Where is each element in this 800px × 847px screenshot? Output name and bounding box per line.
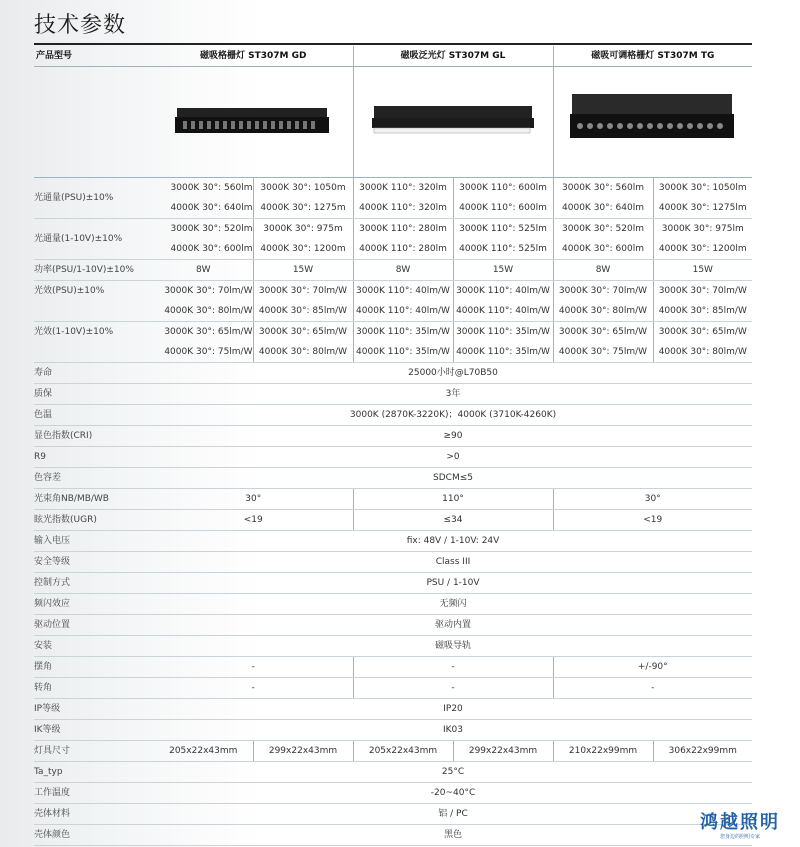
table-row: 4000K 30°: 80lm/W 4000K 30°: 85lm/W 4000K 110°: 40lm/W 4000K 110°: 40lm/W 4000K 30°: 80lm/W 4000K 30°: 85lm/W [34, 301, 752, 322]
product-header-tg: 磁吸可调格栅灯 ST307M TG [553, 46, 752, 67]
table-row: IK等级 IK03 [34, 720, 752, 741]
table-row: 工作温度 -20~40°C [34, 783, 752, 804]
table-row: 壳体材料 铝 / PC [34, 804, 752, 825]
page-title: 技术参数 [34, 13, 127, 38]
header-row [34, 46, 752, 67]
table-row: 寿命 25000小时@L70B50 [34, 363, 752, 384]
table-row: 色容差 SDCM≤5 [34, 468, 752, 489]
table-row: 色温 3000K (2870K-3220K)；4000K (3710K-4260K) [34, 405, 752, 426]
table-row: 频闪效应 无频闪 [34, 594, 752, 615]
title-underline [34, 43, 752, 45]
table-row: 光通量(1-10V)±10% 3000K 30°: 520lm 3000K 30°: 975m 3000K 110°: 280lm 3000K 110°: 525lm 3000K 30°: 520lm 3000K 30°: 975lm [34, 219, 752, 240]
product-image-gd [154, 67, 353, 178]
table-row: 摆角 - - +/-90° [34, 657, 752, 678]
table-row: Ta_typ 25°C [34, 762, 752, 783]
table-row: 光束角NB/MB/WB 30° 110° 30° [34, 489, 752, 510]
table-row: 4000K 30°: 640lm 4000K 30°: 1275m 4000K 110°: 320lm 4000K 110°: 600lm 4000K 30°: 640lm 4000K 30°: 1275lm [34, 198, 752, 219]
table-row: 光通量(PSU)±10% 3000K 30°: 560lm 3000K 30°: 1050m 3000K 110°: 320lm 3000K 110°: 600lm 3000K 30°: 560lm 3000K 30°: 1050lm [34, 178, 752, 199]
table-row: 光效(1-10V)±10% 3000K 30°: 65lm/W 3000K 30°: 65lm/W 3000K 110°: 35lm/W 3000K 110°: 35lm/W 3000K 30°: 65lm/W 3000K 30°: 65lm/W [34, 322, 752, 343]
brand-logo [700, 813, 780, 841]
brand-tagline: 您身边的照明专家 [719, 834, 760, 840]
brand-name: 鸿越照明 [700, 812, 780, 833]
table-row: 灯具尺寸 205x22x43mm 299x22x43mm 205x22x43mm 299x22x43mm 210x22x99mm 306x22x99mm [34, 741, 752, 762]
table-row: 质保 3年 [34, 384, 752, 405]
table-row: R9 >0 [34, 447, 752, 468]
table-row: 眩光指数(UGR) <19 ≤34 <19 [34, 510, 752, 531]
table-row: 输入电压 fix: 48V / 1-10V: 24V [34, 531, 752, 552]
product-image-row [34, 67, 752, 178]
table-row: 显色指数(CRI) ≥90 [34, 426, 752, 447]
table-row: 安装 磁吸导轨 [34, 636, 752, 657]
table-row: 壳体颜色 黑色 [34, 825, 752, 846]
product-header-gl: 磁吸泛光灯 ST307M GL [353, 46, 553, 67]
model-label: 产品型号 [34, 46, 154, 67]
product-image-tg [553, 67, 752, 178]
table-row: 转角 - - - [34, 678, 752, 699]
table-row: 功率(PSU/1-10V)±10% 8W 15W 8W 15W 8W 15W [34, 260, 752, 281]
table-row: IP等级 IP20 [34, 699, 752, 720]
spec-table [34, 46, 752, 846]
table-row: 4000K 30°: 75lm/W 4000K 30°: 80lm/W 4000K 110°: 35lm/W 4000K 110°: 35lm/W 4000K 30°: 75lm/W 4000K 30°: 80lm/W [34, 342, 752, 363]
table-row: 4000K 30°: 600lm 4000K 30°: 1200m 4000K 110°: 280lm 4000K 110°: 525lm 4000K 30°: 600lm 4000K 30°: 1200lm [34, 239, 752, 260]
table-row: 安全等级 Class III [34, 552, 752, 573]
product-header-gd: 磁吸格栅灯 ST307M GD [154, 46, 353, 67]
table-row: 光效(PSU)±10% 3000K 30°: 70lm/W 3000K 30°: 70lm/W 3000K 110°: 40lm/W 3000K 110°: 40lm/W 3000K 30°: 70lm/W 3000K 30°: 70lm/W [34, 281, 752, 302]
product-image-gl [353, 67, 553, 178]
table-row: 驱动位置 驱动内置 [34, 615, 752, 636]
table-row: 控制方式 PSU / 1-10V [34, 573, 752, 594]
